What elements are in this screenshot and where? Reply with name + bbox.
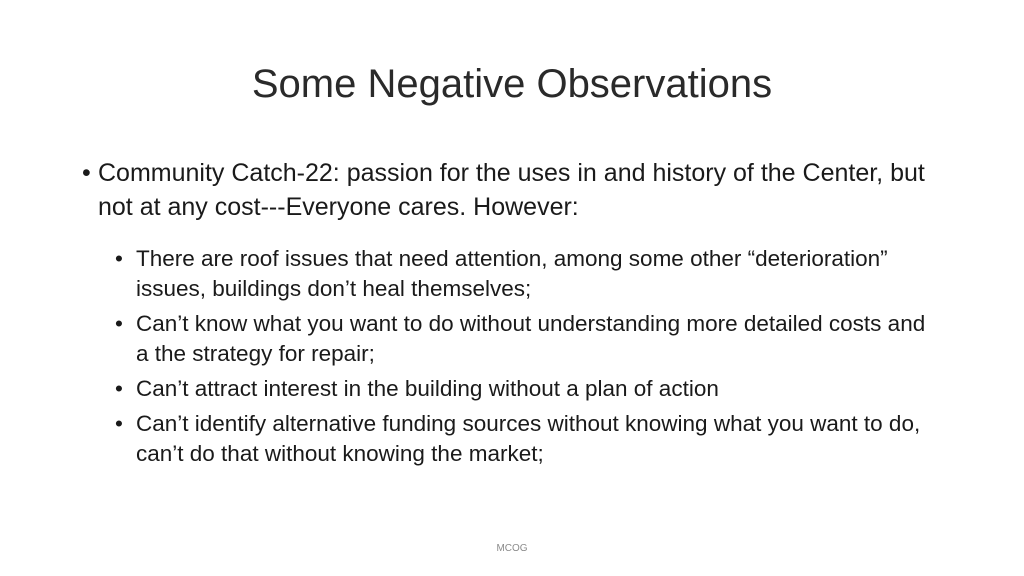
bullet-marker: • xyxy=(115,246,123,271)
slide-footer: MCOG xyxy=(496,543,528,554)
bullet-marker: • xyxy=(115,411,123,436)
sub-bullet-text: There are roof issues that need attention, among some other “deterioration” issues, buildings don’t heal themselves; xyxy=(136,246,888,301)
sub-bullet xyxy=(115,309,926,369)
main-bullet-text: Community Catch-22: passion for the uses in and history of the Center, but not at any cost---Everyone cares. However: xyxy=(98,159,925,221)
sub-bullet xyxy=(115,409,926,469)
bullet-marker: • xyxy=(82,159,91,187)
bullet-marker: • xyxy=(115,376,123,401)
sub-bullet xyxy=(115,244,926,304)
sub-bullet-text: Can’t identify alternative funding sources without knowing what you want to do, can’t do that without knowing the market; xyxy=(136,411,921,466)
sub-bullet xyxy=(115,374,926,404)
main-bullet xyxy=(82,156,938,224)
sub-bullet-list xyxy=(98,244,926,469)
sub-bullet-text: Can’t know what you want to do without understanding more detailed costs and a the strategy for repair; xyxy=(136,311,926,366)
sub-bullet-text: Can’t attract interest in the building without a plan of action xyxy=(136,376,719,401)
bullet-marker: • xyxy=(115,311,123,336)
slide-body xyxy=(82,156,938,474)
slide-title: Some Negative Observations xyxy=(251,62,773,106)
